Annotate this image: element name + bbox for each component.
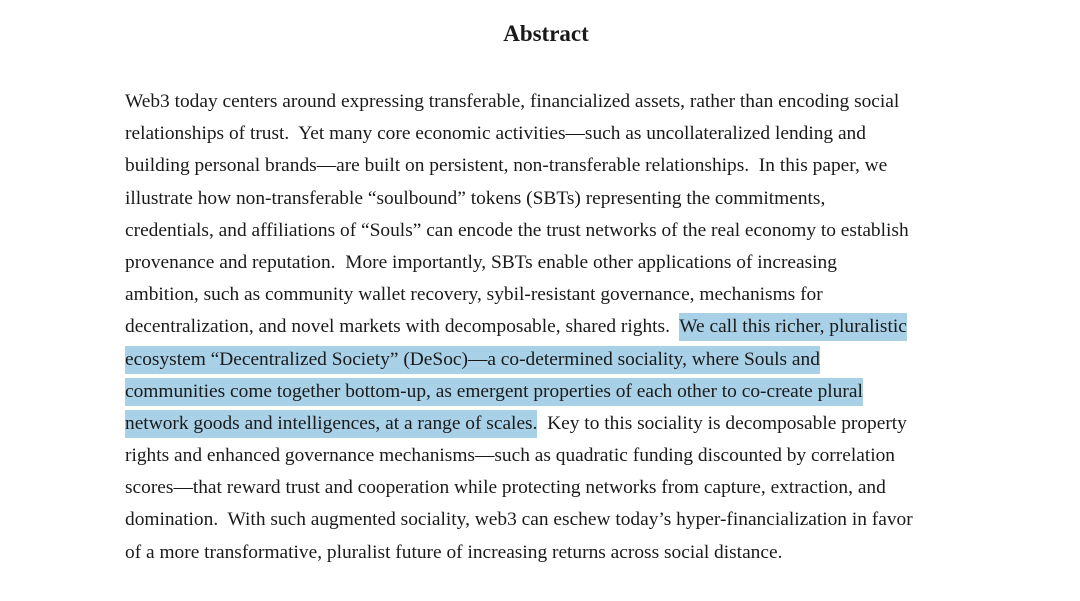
line-text: rights and enhanced governance mechanisms—such as quadratic funding discounted by correlation xyxy=(125,445,895,467)
text-line xyxy=(125,472,985,504)
text-line xyxy=(125,183,985,215)
line-text: ambition, such as community wallet recovery, sybil-resistant governance, mechanisms for xyxy=(125,284,823,306)
line-text: scores—that reward trust and cooperation while protecting networks from capture, extraction, and xyxy=(125,477,886,499)
line-text: credentials, and affiliations of “Souls” can encode the trust networks of the real economy to establish xyxy=(125,219,909,241)
text-line xyxy=(125,440,985,472)
text-line xyxy=(125,376,985,408)
text-line xyxy=(125,86,985,118)
line-text: Web3 today centers around expressing transferable, financialized assets, rather than encoding social xyxy=(125,91,900,112)
line-text: provenance and reputation. More importantly, SBTs enable other applications of increasing xyxy=(125,251,837,273)
line-text: Key to this sociality is decomposable property xyxy=(537,412,907,434)
section-heading-abstract: Abstract xyxy=(503,21,589,46)
text-line xyxy=(125,150,985,182)
text-line xyxy=(125,504,985,536)
text-line xyxy=(125,279,985,311)
text-line xyxy=(125,215,985,247)
line-text: relationships of trust. Yet many core economic activities—such as uncollateralized lending and xyxy=(125,123,866,145)
text-line xyxy=(125,408,985,440)
highlighted-text[interactable]: network goods and intelligences, at a range of scales. xyxy=(125,410,537,438)
text-line xyxy=(125,537,985,569)
highlighted-text[interactable]: ecosystem “Decentralized Society” (DeSoc)—a co-determined sociality, where Souls and xyxy=(125,346,820,374)
line-text: domination. With such augmented sociality, web3 can eschew today’s hyper-financialization in favor xyxy=(125,509,913,531)
text-line xyxy=(125,118,985,150)
line-text: illustrate how non-transferable “soulbound” tokens (SBTs) representing the commitments, xyxy=(125,187,826,209)
highlighted-text[interactable]: communities come together bottom-up, as emergent properties of each other to co-create plural xyxy=(125,378,863,406)
highlighted-text[interactable]: We call this richer, pluralistic xyxy=(679,313,907,341)
text-line xyxy=(125,247,985,279)
text-line xyxy=(125,311,985,343)
text-line xyxy=(125,344,985,376)
line-text: of a more transformative, pluralist future of increasing returns across social distance. xyxy=(125,541,783,563)
abstract-paragraph xyxy=(125,86,985,569)
line-text: decentralization, and novel markets with decomposable, shared rights. xyxy=(125,316,680,338)
line-text: building personal brands—are built on persistent, non-transferable relationships. In this paper, we xyxy=(125,155,888,177)
